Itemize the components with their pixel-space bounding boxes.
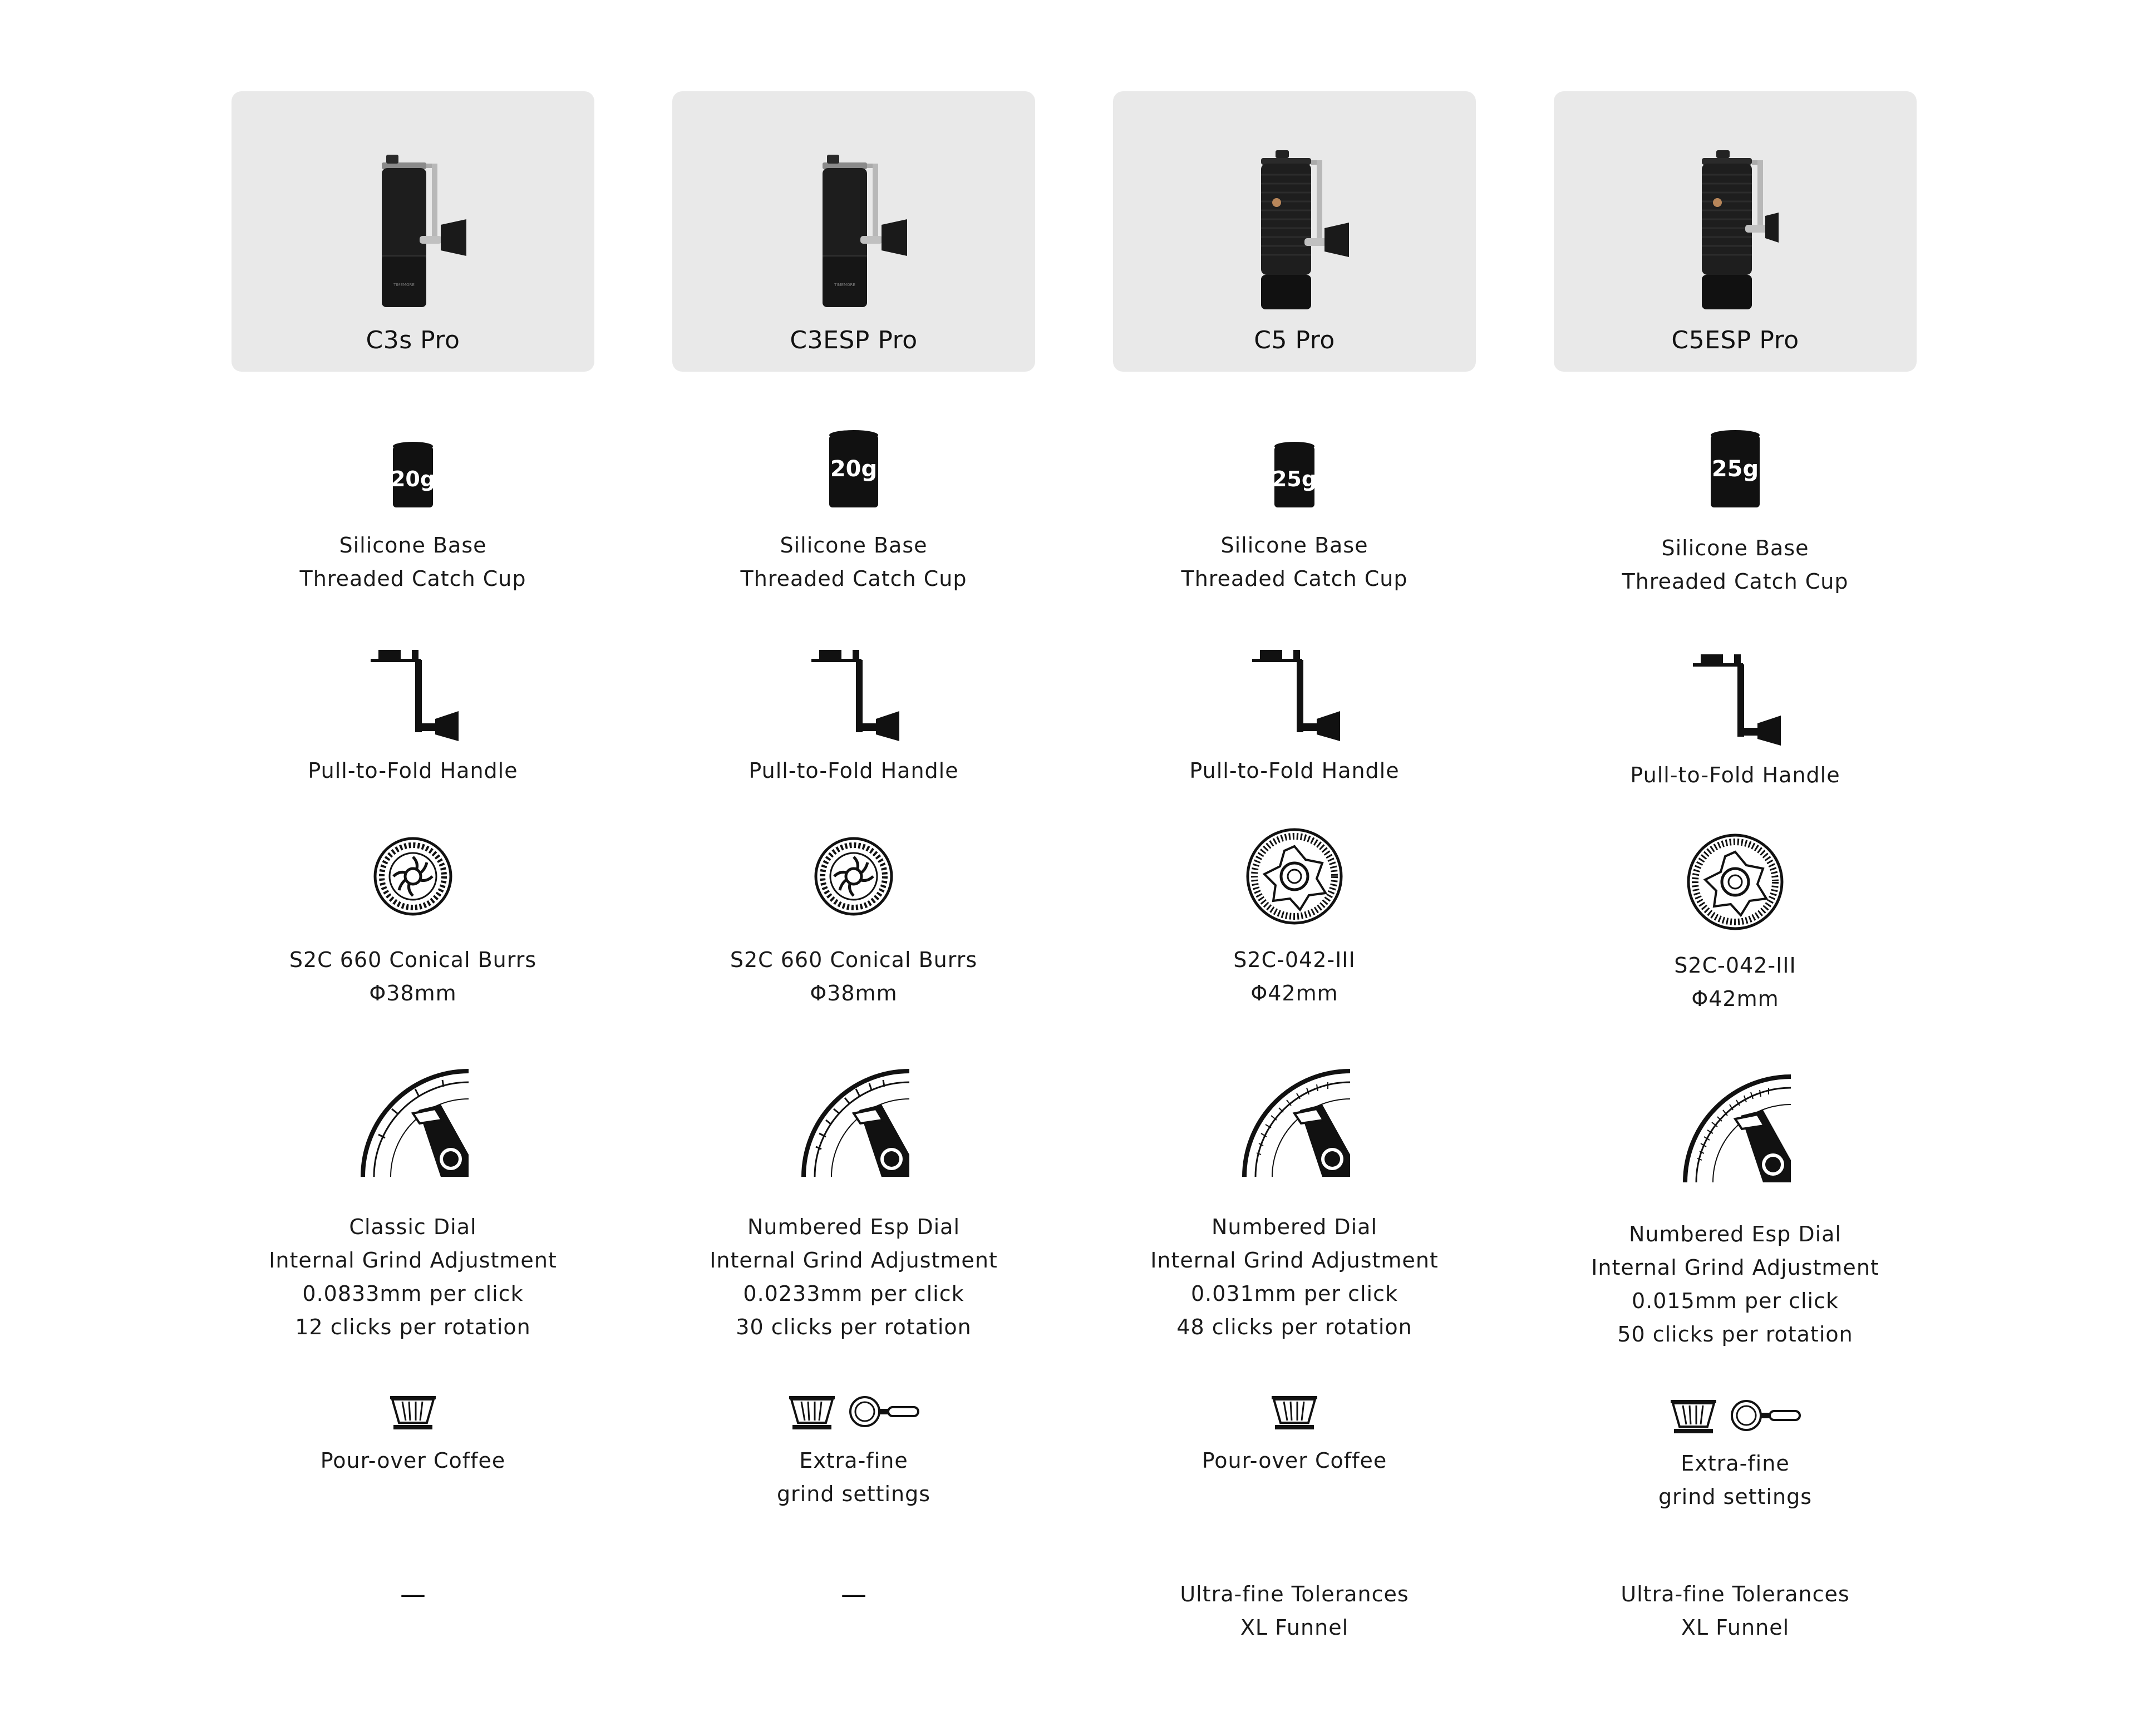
use-text [1554,1447,1917,1513]
burr-line1: S2C-042-III [1233,948,1356,972]
extra-line2: XL Funnel [1681,1615,1790,1640]
grind-dial-icon [798,1066,909,1182]
burr-text [232,943,594,1010]
cup-text [1554,531,1917,598]
use-line2: grind settings [776,1482,931,1506]
extra-line1: — [400,1579,426,1609]
handle-cell [1554,650,1917,750]
handle-cell [1113,645,1476,746]
burr-line1: S2C-042-III [1674,953,1796,978]
dial-line4: 30 clicks per rotation [736,1315,972,1339]
conical-burr-icon [812,835,895,918]
burr-text [1113,943,1476,1010]
use-cell [1554,1398,1917,1437]
grinder-image [357,147,469,325]
use-text [1113,1444,1476,1477]
dial-line1: Numbered Esp Dial [747,1215,961,1239]
product-card-c5-pro[interactable] [1113,91,1476,372]
burr-line2: Φ38mm [810,981,898,1005]
burr-text [672,943,1035,1010]
burr-line1: S2C 660 Conical Burrs [289,948,537,972]
grind-dial-icon [1680,1071,1791,1188]
product-name: C5 Pro [1254,326,1335,354]
dial-line1: Numbered Dial [1211,1215,1378,1239]
use-cell [672,1394,1035,1433]
handle-text [1113,754,1476,787]
fold-handle-icon [1244,645,1345,746]
catch-cup-icon [820,428,887,512]
handle-label: Pull-to-Fold Handle [308,758,518,783]
handle-text [672,754,1035,787]
dial-text [1554,1217,1917,1351]
dial-cell [672,1066,1035,1182]
dial-line2: Internal Grind Adjustment [1591,1255,1879,1280]
grind-dial-icon [1239,1066,1350,1182]
fold-handle-icon [1685,650,1785,750]
dial-line3: 0.015mm per click [1631,1289,1839,1313]
use-line1: Extra-fine [1681,1451,1790,1476]
dial-cell [1113,1066,1476,1182]
catch-cup-cell [1554,428,1917,512]
cup-line2: Threaded Catch Cup [299,566,526,591]
conical-burr-icon [1685,832,1785,932]
cup-line1: Silicone Base [1220,533,1368,558]
pour-over-icon [1269,1394,1319,1433]
extra-line2: XL Funnel [1240,1615,1349,1640]
svg-text:TIMEMORE: TIMEMORE [834,283,855,287]
use-text [672,1444,1035,1511]
catch-cup-icon [1702,428,1769,512]
dial-cell [1554,1071,1917,1188]
pour-over-icon [1668,1398,1719,1437]
dial-line2: Internal Grind Adjustment [1150,1248,1439,1273]
extra-line1: Ultra-fine Tolerances [1621,1582,1850,1606]
handle-cell [232,645,594,746]
fold-handle-icon [363,645,463,746]
burr-cell [1554,832,1917,932]
svg-text:TIMEMORE: TIMEMORE [393,283,415,287]
product-name: C3s Pro [366,326,460,354]
burr-line2: Φ42mm [1250,981,1338,1005]
extra-text [1554,1577,1917,1644]
cup-text [1113,529,1476,595]
dial-text [1113,1210,1476,1344]
burr-line2: Φ38mm [369,981,457,1005]
portafilter-icon [1730,1398,1802,1437]
dial-line3: 0.0233mm per click [743,1281,964,1306]
grind-dial-icon [357,1066,469,1182]
product-card-c3s-pro[interactable] [232,91,594,372]
cup-line1: Silicone Base [339,533,487,558]
handle-text [1554,758,1917,792]
extra-text [1113,1577,1476,1644]
dial-line4: 48 clicks per rotation [1176,1315,1412,1339]
cup-line1: Silicone Base [1661,536,1809,560]
pour-over-icon [388,1394,438,1433]
product-card-c3esp-pro[interactable] [672,91,1035,372]
burr-cell [1113,826,1476,926]
dial-line4: 50 clicks per rotation [1617,1322,1853,1347]
cup-capacity: 20g [830,456,878,482]
product-name: C3ESP Pro [790,326,918,354]
dial-line4: 12 clicks per rotation [295,1315,531,1339]
use-text [232,1444,594,1477]
extra-line1: — [841,1579,866,1609]
dial-text [232,1210,594,1344]
portafilter-icon [848,1394,920,1433]
extra-line1: Ultra-fine Tolerances [1180,1582,1409,1606]
burr-cell [232,835,594,918]
grinder-image [1239,147,1350,325]
extra-text [232,1577,594,1611]
cup-line2: Threaded Catch Cup [740,566,967,591]
burr-text [1554,949,1917,1015]
burr-cell [672,835,1035,918]
handle-label: Pull-to-Fold Handle [1189,758,1400,783]
use-line2: grind settings [1658,1485,1813,1509]
grinder-image [1680,147,1791,325]
dial-cell [232,1066,594,1182]
conical-burr-icon [1244,826,1345,926]
catch-cup-cell [232,440,594,512]
catch-cup-icon [1261,440,1328,512]
cup-text [232,529,594,595]
cup-text [672,529,1035,595]
handle-cell [672,645,1035,746]
cup-line1: Silicone Base [780,533,928,558]
use-line1: Extra-fine [799,1448,908,1473]
catch-cup-icon [380,440,446,512]
conical-burr-icon [371,835,455,918]
handle-label: Pull-to-Fold Handle [1630,763,1840,787]
grinder-image [798,147,909,325]
catch-cup-cell [1113,440,1476,512]
cup-capacity: 25g [1711,456,1759,482]
dial-line1: Classic Dial [349,1215,477,1239]
cup-line2: Threaded Catch Cup [1181,566,1408,591]
fold-handle-icon [804,645,904,746]
dial-line2: Internal Grind Adjustment [710,1248,998,1273]
cup-capacity: 20g [390,467,436,491]
product-card-c5esp-pro[interactable] [1554,91,1917,372]
dial-line1: Numbered Esp Dial [1628,1222,1842,1246]
burr-line2: Φ42mm [1691,987,1779,1011]
dial-line3: 0.0833mm per click [302,1281,524,1306]
use-line1: Pour-over Coffee [320,1448,506,1473]
pour-over-icon [787,1394,837,1433]
dial-line3: 0.031mm per click [1190,1281,1398,1306]
product-name: C5ESP Pro [1671,326,1799,354]
dial-line2: Internal Grind Adjustment [269,1248,557,1273]
burr-line1: S2C 660 Conical Burrs [730,948,978,972]
cup-line2: Threaded Catch Cup [1622,569,1849,594]
cup-capacity: 25g [1272,467,1317,491]
use-cell [1113,1394,1476,1433]
handle-text [232,754,594,787]
extra-text [672,1577,1035,1611]
use-line1: Pour-over Coffee [1202,1448,1387,1473]
handle-label: Pull-to-Fold Handle [749,758,959,783]
dial-text [672,1210,1035,1344]
catch-cup-cell [672,428,1035,512]
use-cell [232,1394,594,1433]
